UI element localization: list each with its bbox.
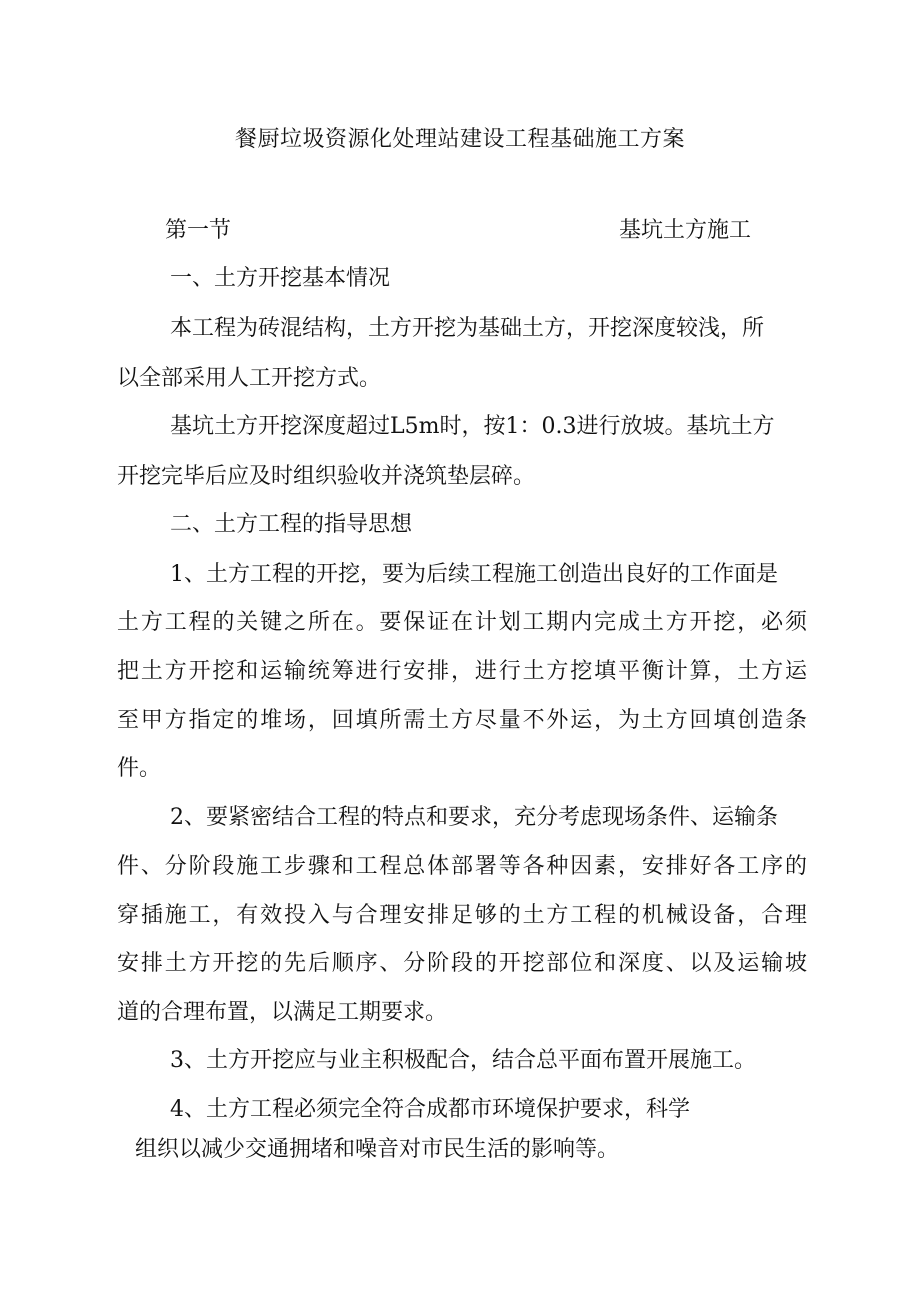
paragraph-line: 1、土方工程的开挖，要为后续工程施工创造出良好的工作面是 bbox=[170, 562, 778, 587]
paragraph-line: 基坑土方开挖深度超过L5m时，按1：0.3进行放坡。基坑土方 bbox=[170, 414, 775, 439]
paragraph-line: 开挖完毕后应及时组织验收并浇筑垫层碎。 bbox=[117, 464, 536, 489]
paragraph-line: 土方工程的关键之所在。要保证在计划工期内完成土方开挖，必须 bbox=[117, 610, 807, 635]
paragraph-line: 2、要紧密结合工程的特点和要求，充分考虑现场条件、运输条 bbox=[170, 805, 778, 830]
paragraph-line: 3、土方开挖应与业主积极配合，结合总平面布置开展施工。 bbox=[170, 1048, 756, 1073]
paragraph-line: 以全部采用人工开挖方式。 bbox=[117, 366, 382, 391]
heading-guiding-ideas: 二、土方工程的指导思想 bbox=[170, 512, 413, 537]
section-name: 基坑土方施工 bbox=[619, 218, 752, 243]
paragraph-line: 把土方开挖和运输统筹进行安排，进行土方挖填平衡计算，土方运 bbox=[117, 659, 807, 684]
paragraph-line: 件。 bbox=[117, 756, 162, 781]
paragraph-line: 至甲方指定的堆场，回填所需土方尽量不外运，为土方回填创造条 bbox=[117, 708, 807, 733]
paragraph-line: 组织以减少交通拥堵和噪音对市民生活的影响等。 bbox=[135, 1137, 620, 1162]
paragraph-line: 本工程为砖混结构，土方开挖为基础土方，开挖深度较浅，所 bbox=[170, 316, 765, 341]
heading-basic-situation: 一、土方开挖基本情况 bbox=[170, 266, 391, 291]
paragraph-line: 安排土方开挖的先后顺序、分阶段的开挖部位和深度、以及运输坡 bbox=[117, 951, 807, 976]
section-number: 第一节 bbox=[165, 218, 232, 243]
paragraph-line: 件、分阶段施工步骤和工程总体部署等各种因素，安排好各工序的 bbox=[117, 854, 807, 879]
paragraph-line: 4、土方工程必须完全符合成都市环境保护要求，科学 bbox=[170, 1097, 690, 1122]
document-title: 餐厨垃圾资源化处理站建设工程基础施工方案 bbox=[234, 127, 685, 152]
paragraph-line: 道的合理布置，以满足工期要求。 bbox=[117, 1000, 448, 1025]
paragraph-line: 穿插施工，有效投入与合理安排足够的土方工程的机械设备，合理 bbox=[117, 903, 807, 928]
section-heading bbox=[165, 214, 765, 248]
